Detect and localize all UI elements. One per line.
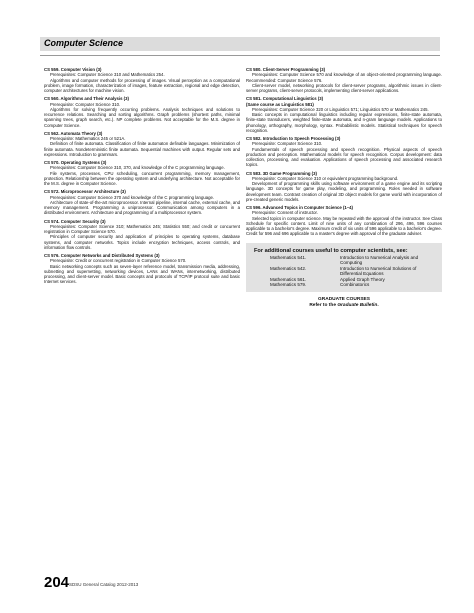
course-prerequisite: Prerequisite: Computer Science 310. [252,141,323,147]
course-title: CS 562. Automata Theory (3) [44,130,103,136]
course-title: CS 570. Operating Systems (3) [44,160,107,165]
course-prerequisite: Prerequisites: Computer Science 320 or Linguistics 571; Linguistics 570 or Mathematics 245. [252,106,429,112]
course-prerequisite: Prerequisites: Computer Science 310 and Mathematics 254. [50,72,165,78]
course-description: Principles of computer security and application of principles to operating systems, database systems, and computer networks. Topics include encryption techniques, access controls, and information flow controls. [44,234,240,250]
course-entry [44,219,240,251]
additional-course-row [254,255,436,266]
right-column [246,67,442,309]
additional-course-number: Mathematics 541. [270,254,307,260]
course-description: Development of programming skills using software environment of a game engine and its scripting language. 3D concepts for game play, modeling, and programming. Roles needed in software development team. Contrast creation of original 3D object models for game world with incorporation of pre-created generic models. [246,181,442,202]
graduate-ref-prefix: Refer to the [309,302,338,308]
course-entry [44,131,240,157]
course-title: CS 582. Introduction to Speech Processing (3) [246,136,341,141]
additional-courses-box [246,243,442,293]
graduate-bulletin-title: Graduate Bulletin [337,302,378,308]
additional-courses-list [254,255,436,287]
course-description: Selected topics in computer science. May be repeated with the approval of the instructor. See Class Schedule for specific content. Limit of nine units of any combination of 296, 496, 596 courses applicable to a bachelor's degree. Maximum credit of six units of 596 applicable to a bachelor's degree. Credit for 596 and 696 applicable to a master's degree with approval of the graduate adviser. [246,215,442,237]
left-column [44,67,240,288]
right-column-entries [246,67,442,237]
page-number: 204 [44,574,70,591]
course-title: CS 559. Computer Vision (3) [44,67,102,72]
course-description: File systems, processes, CPU scheduling, concurrent programming, memory management, protection. Relationship between the operating system and underlying architecture. Not acceptable for the M.S. degree in Computer Science. [44,170,240,186]
course-prerequisite: Prerequisite: Computer Science 310 or equivalent programming background. [252,175,399,181]
course-prerequisite: Prerequisite: Credit or concurrent registration in Computer Science 570. [50,258,187,264]
course-entry [44,160,240,186]
page-section-title: Computer Science [44,38,124,48]
course-title: CS 572. Microprocessor Architecture (3) [44,189,126,195]
course-description: Architecture of state-of-the-art microprocessor. Internal pipeline, internal cache, external cache, and memory management. Programming a uniprocessor. Communication among computers in a distributed environment. Architecture and programming of a multiprocessor system. [44,199,240,216]
catalog-footer: SDSU General Catalog 2012-2013 [69,582,139,587]
course-description: Algorithms for solving frequently occurring problems. Analysis techniques and solutions to recurrence relations. Searching and sorting algorithms. Graph problems (shortest paths, minimal spanning trees, graph search, etc.). NP complete problems. Not acceptable for the M.S. degree in Computer Science. [44,106,240,128]
additional-course-number: Mathematics 542. [270,265,307,271]
course-prerequisite: Prerequisites: Computer Science 570 and knowledge of an object-oriented programming language. Recommended: Computer Science 576. [246,72,442,83]
course-entry [44,189,240,215]
course-entry [246,205,442,237]
additional-course-title: Introduction to Numerical Solutions of Differential Equations [340,265,417,277]
additional-courses-heading: For additional courses useful to computer scientists, see: [254,247,408,254]
course-entry [44,253,240,285]
course-description: Basic concepts in computational linguistics including regular expressions, finite-state automata, finite-state transducers, weighted finite-state automata, and n-gram language models. Applications to phonology, orthography, morphology, syntax. Probabilistic models. Statistical techniques for speech recognition. [246,112,442,133]
course-title: CS 560. Algorithms and Their Analysis (3) [44,96,129,102]
course-title: CS 576. Computer Networks and Distributed Systems (3) [44,253,160,258]
graduate-courses-heading: GRADUATE COURSES [318,297,370,303]
course-description: Fundamentals of speech processing and speech recognition. Physical aspects of speech production and perception. Mathematical models for speech recognition. Corpus development: data collection, processing, and evaluation. Applications of speech processing and associated research topics. [246,146,442,168]
course-title: CS 574. Computer Security (3) [44,218,106,224]
course-prerequisite: Prerequisites: Computer Science 370 and knowledge of the C programming language. [50,194,215,200]
course-entry [246,171,442,203]
course-prerequisite: Prerequisite: Mathematics 245 or 521A. [50,136,126,141]
additional-course-row [254,282,436,287]
header-rule [40,55,440,56]
course-title: CS 596. Advanced Topics in Computer Science (1–4) [246,205,353,210]
additional-course-title: Combinatorics [340,281,370,287]
course-prerequisite: Prerequisite: Computer Science 310. [50,101,121,107]
course-title: CS 581. Computational Linguistics (3) [246,96,324,102]
course-description: Client-server model, networking protocols for client-server programs, algorithmic issues in client-server programs, client-server protocols, implementing client-server applications. [246,82,442,93]
course-entry [44,96,240,128]
course-prerequisite: Prerequisites: Computer Science 310, 370, and knowledge of the C programming language. [50,165,225,171]
graduate-bulletin-reference [246,303,442,309]
course-entry [246,67,442,93]
additional-course-row [254,266,436,277]
course-description: Basic networking concepts such as seven-layer reference model, transmission media, addressing, subnetting and supernetting, networking devices, LANs and WANs, internetworking, distributed processing, and client-server model. Basic concepts and protocols of TCP/IP protocol suite and basic Internet services. [44,263,240,285]
course-entry [44,67,240,93]
course-title: CS 580. Client-Server Programming (3) [246,67,326,72]
additional-course-number: Mathematics 561. [270,276,307,282]
course-title: CS 583. 3D Game Programming (3) [246,170,317,176]
course-entry [246,96,442,133]
course-crosslist: (Same course as Linguistics 581) [246,101,314,107]
graduate-ref-suffix: . [377,302,379,308]
additional-course-number: Mathematics 579. [270,281,307,287]
course-description: Definition of finite automata. Classification of finite automaton definable languages. Minimization of finite automata. Nondeterministic finite automata. Sequential machines with output. Regular sets and expressions. Introduction to grammars. [44,141,240,157]
course-entry [246,136,442,168]
course-description: Algorithms and computer methods for processing of images. Visual perception as a computational problem, image formation, characterization of images, feature extraction, regional and edge detection, computer architectures for machine vision. [44,77,240,93]
course-prerequisite: Prerequisite: Consent of instructor. [252,210,318,216]
course-prerequisite: Prerequisites: Computer Science 310; Mathematics 245; Statistics 550; and credit or concurrent registration in Computer Science 570. [44,223,240,234]
additional-course-title: Introduction to Numerical Analysis and Computing [340,254,419,266]
graduate-courses-note [246,297,442,308]
additional-course-title: Applied Graph Theory [340,276,385,282]
